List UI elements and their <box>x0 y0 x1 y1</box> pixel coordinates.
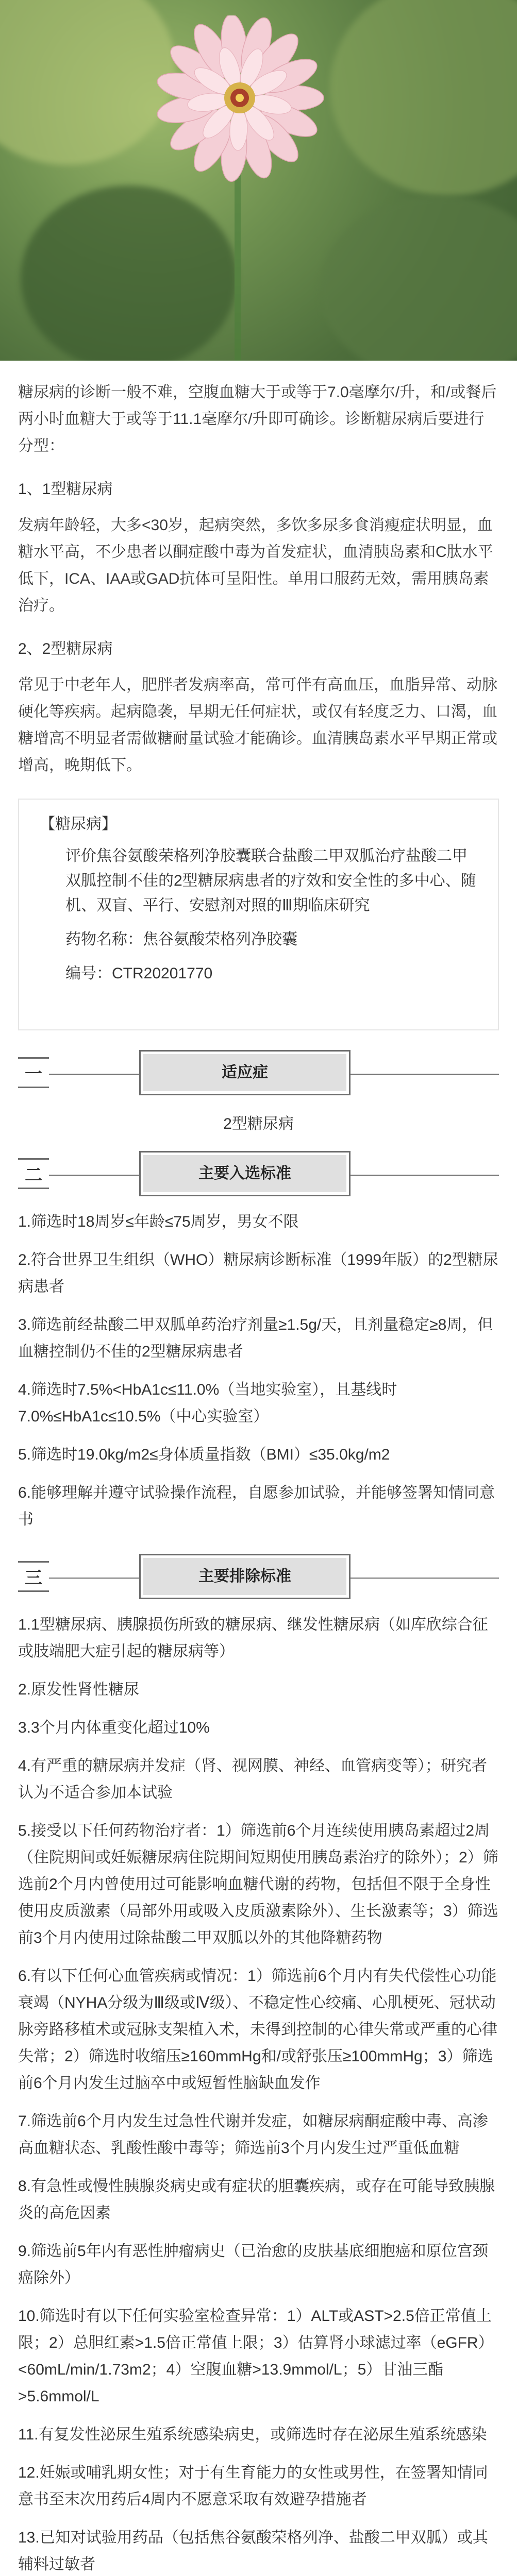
section-number: 一 <box>18 1057 49 1088</box>
type2-paragraph: 常见于中老年人，肥胖者发病率高，常可伴有高血压，血脂异常、动脉硬化等疾病。起病隐袭，早期无任何症状，或仅有轻度乏力、口渴，血糖增高不明显者需做糖耐量试验才能确诊。血清胰岛素水平早期正常或增高，晚期低下。 <box>18 676 497 774</box>
list-item: 13.已知对试验用药品（包括焦谷氨酸荣格列净、盐酸二甲双胍）或其辅料过敏者 <box>18 2529 488 2573</box>
section-header-indication <box>18 1050 499 1097</box>
indication-text: 2型糖尿病 <box>223 1115 294 1132</box>
list-item: 1.筛选时18周岁≤年龄≤75周岁，男女不限 <box>18 1213 299 1230</box>
list-item: 5.筛选时19.0kg/m2≤身体质量指数（BMI）≤35.0kg/m2 <box>18 1446 390 1463</box>
list-item: 4.有严重的糖尿病并发症（肾、视网膜、神经、血管病变等）；研究者认为不适合参加本试验 <box>18 1757 488 1801</box>
section-number: 三 <box>18 1561 49 1592</box>
section-title: 主要入选标准 <box>143 1155 346 1192</box>
list-item: 6.有以下任何心血管疾病或情况：1）筛选前6个月内有失代偿性心功能衰竭（NYHA分级为Ⅲ级或Ⅳ级）、不稳定性心绞痛、心肌梗死、冠状动脉旁路移植术或冠脉支架植入术，未得到控制的心律失常或严重的心律失常；2）筛选时收缩压≥160mmHg和/或舒张压≥100mmHg；3）筛选前6个月内发生过脑卒中或短暂性脑缺血发作 <box>18 1968 497 2092</box>
article-body <box>0 379 517 2576</box>
trial-info-card <box>18 799 499 1030</box>
trial-code: 编号：CTR20201770 <box>65 965 213 982</box>
list-item: 9.筛选前5年内有恶性肿瘤病史（已治愈的皮肤基底细胞癌和原位宫颈癌除外） <box>18 2243 488 2286</box>
background-foliage <box>320 196 517 361</box>
list-item: 10.筛选时有以下任何实验室检查异常：1）ALT或AST>2.5倍正常值上限；2）总胆红素>1.5倍正常值上限；3）估算肾小球滤过率（eGFR）<60mL/min/1.73m2；4）空腹血糖>13.9mmol/L；5）甘油三酯>5.6mmol/L <box>18 2308 494 2405</box>
section-header-inclusion <box>18 1151 499 1198</box>
background-foliage <box>330 0 517 196</box>
trial-tag: 【糖尿病】 <box>40 816 117 833</box>
section-title-box <box>139 1554 351 1599</box>
background-foliage <box>21 185 237 361</box>
trial-drug-name: 药物名称：焦谷氨酸荣格列净胶囊 <box>65 931 297 948</box>
list-item: 2.原发性肾性糖尿 <box>18 1681 140 1698</box>
list-item: 8.有急性或慢性胰腺炎病史或有症状的胆囊疾病，或存在可能导致胰腺炎的高危因素 <box>18 2178 495 2222</box>
list-item: 11.有复发性泌尿生殖系统感染病史，或筛选时存在泌尿生殖系统感染 <box>18 2426 487 2443</box>
list-item: 12.妊娠或哺乳期女性；对于有生育能力的女性或男性，在签署知情同意书至末次用药后4周内不愿意采取有效避孕措施者 <box>18 2464 488 2508</box>
section-header-exclusion <box>18 1554 499 1601</box>
trial-description: 评价焦谷氨酸荣格列净胶囊联合盐酸二甲双胍治疗盐酸二甲双胍控制不佳的2型糖尿病患者的疗效和安全性的多中心、随机、双盲、平行、安慰剂对照的Ⅲ期临床研究 <box>65 848 476 914</box>
list-item: 3.筛选前经盐酸二甲双胍单药治疗剂量≥1.5g/天，且剂量稳定≥8周，但血糖控制仍不佳的2型糖尿病患者 <box>18 1316 493 1360</box>
section-title: 主要排除标准 <box>143 1558 346 1595</box>
inclusion-list <box>18 1209 499 1533</box>
type2-label: 2、2型糖尿病 <box>18 640 113 657</box>
exclusion-list <box>18 1612 499 2576</box>
list-item: 1.1型糖尿病、胰腺损伤所致的糖尿病、继发性糖尿病（如库欣综合征或肢端肥大症引起的糖尿病等） <box>18 1616 488 1660</box>
list-item: 7.筛选前6个月内发生过急性代谢并发症，如糖尿病酮症酸中毒、高渗高血糖状态、乳酸性酸中毒等；筛选前3个月内发生过严重低血糖 <box>18 2113 488 2157</box>
intro-paragraph: 糖尿病的诊断一般不难，空腹血糖大于或等于7.0毫摩尔/升，和/或餐后两小时血糖大于或等于11.1毫摩尔/升即可确诊。诊断糖尿病后要进行分型： <box>18 384 497 454</box>
section-title-box <box>139 1151 351 1196</box>
list-item: 6.能够理解并遵守试验操作流程，自愿参加试验，并能够签署知情同意书 <box>18 1484 495 1528</box>
list-item: 2.符合世界卫生组织（WHO）糖尿病诊断标准（1999年版）的2型糖尿病患者 <box>18 1251 498 1295</box>
section-title-box <box>139 1050 351 1095</box>
trial-card-body <box>65 844 477 986</box>
zinnia-flower-icon <box>129 15 351 185</box>
list-item: 4.筛选时7.5%<HbA1c≤11.0%（当地实验室），且基线时7.0%≤HbA1c≤10.5%（中心实验室） <box>18 1381 397 1425</box>
hero-image <box>0 0 517 361</box>
section-title: 适应症 <box>143 1054 346 1091</box>
section-number: 二 <box>18 1158 49 1189</box>
flower-stem <box>235 155 241 361</box>
type1-label: 1、1型糖尿病 <box>18 481 113 498</box>
type1-paragraph: 发病年龄轻，大多<30岁，起病突然，多饮多尿多食消瘦症状明显，血糖水平高，不少患者以酮症酸中毒为首发症状，血清胰岛素和C肽水平低下，ICA、IAA或GAD抗体可呈阳性。单用口服药无效，需用胰岛素治疗。 <box>18 517 493 614</box>
list-item: 3.3个月内体重变化超过10% <box>18 1719 210 1736</box>
list-item: 5.接受以下任何药物治疗者：1）筛选前6个月连续使用胰岛素超过2周（住院期间或妊娠糖尿病住院期间短期使用胰岛素治疗的除外）；2）筛选前2个月内曾使用过可能影响血糖代谢的药物，包括但不限于全身性使用皮质激素（局部外用或吸入皮质激素除外）、生长激素等；3）筛选前3个月内使用过除盐酸二甲双胍以外的其他降糖药物 <box>18 1822 498 1946</box>
